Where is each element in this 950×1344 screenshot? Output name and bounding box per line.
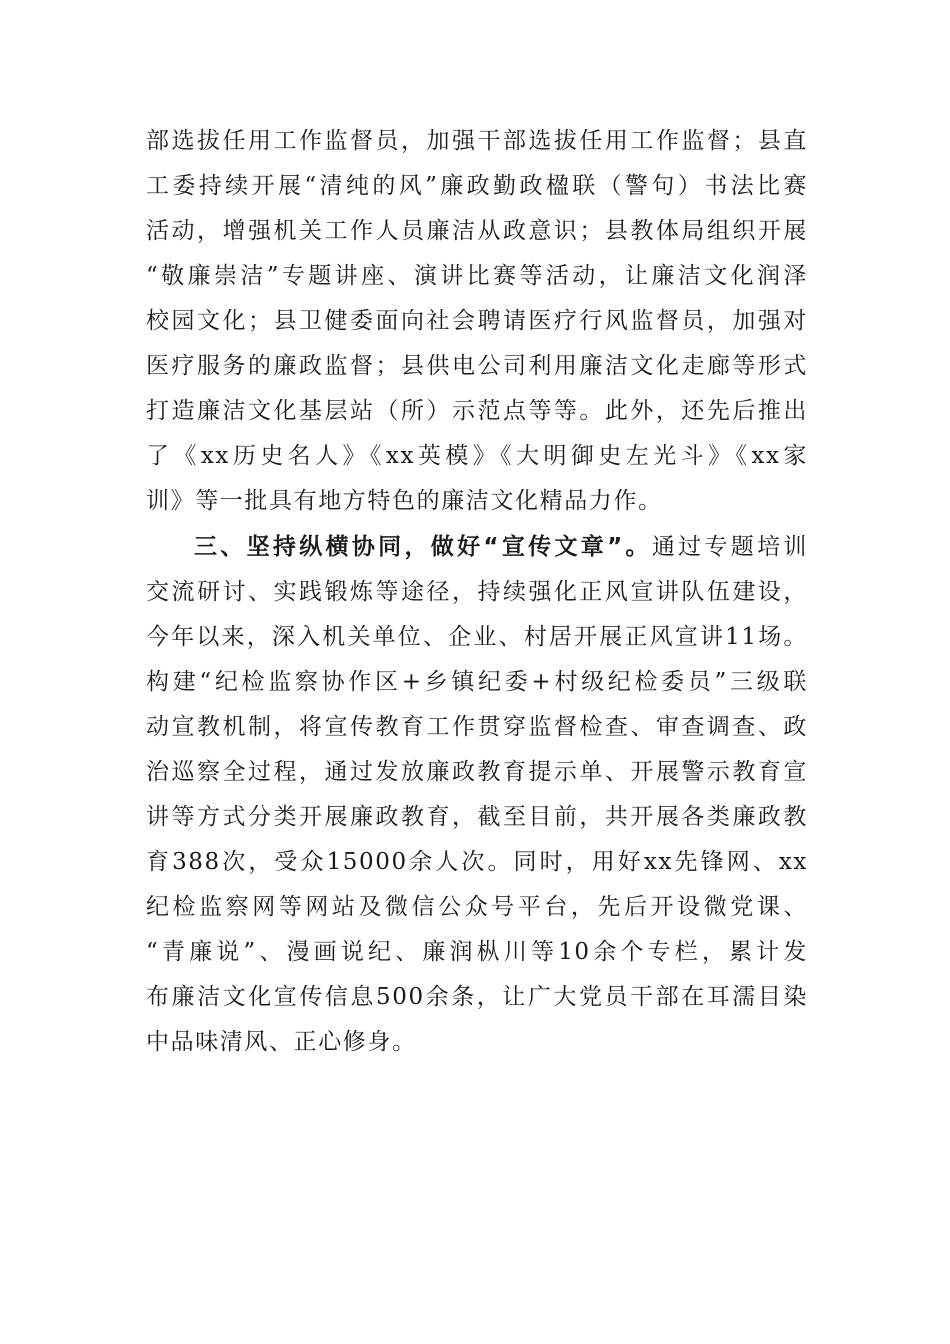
text-line: 动宣教机制，将宣传教育工作贯穿监督检查、审查调查、政 [146, 714, 808, 740]
text-line: 活动，增强机关工作人员廉洁从政意识；县教体局组织开展 [146, 218, 808, 244]
text-line: 了《xx历史名人》《xx英模》《大明御史左光斗》《xx家 [146, 443, 808, 469]
text-line: 讲等方式分类开展廉政教育，截至目前，共开展各类廉政教 [146, 804, 808, 830]
heading-continuation: 通过专题培训 [651, 534, 808, 560]
text-line: 布廉洁文化宣传信息500余条，让广大党员干部在耳濡目染 [146, 984, 808, 1010]
text-line: 打造廉洁文化基层站（所）示范点等等。此外，还先后推出 [146, 398, 808, 424]
text-line: 治巡察全过程，通过发放廉政教育提示单、开展警示教育宣 [146, 759, 808, 785]
text-line: “敬廉崇洁”专题讲座、演讲比赛等活动，让廉洁文化润泽 [146, 263, 808, 289]
text-line: 中品味清风、正心修身。 [146, 1029, 417, 1055]
text-line: 今年以来，深入机关单位、企业、村居开展正风宣讲11场。 [146, 624, 808, 650]
text-line: 部选拔任用工作监督员，加强干部选拔任用工作监督；县直 [146, 128, 808, 154]
text-line: 校园文化；县卫健委面向社会聘请医疗行风监督员，加强对 [146, 308, 808, 334]
text-line: 交流研讨、实践锻炼等途径，持续强化正风宣讲队伍建设， [146, 579, 808, 605]
text-line: 医疗服务的廉政监督；县供电公司利用廉洁文化走廊等形式 [146, 353, 808, 379]
text-line: 工委持续开展“清纯的风”廉政勤政楹联（警句）书法比赛 [146, 173, 808, 199]
section-heading: 三、坚持纵横协同，做好“宣传文章”。 [194, 534, 652, 560]
paragraph-first-line [146, 525, 808, 570]
text-line: 纪检监察网等网站及微信公众号平台，先后开设微党课、 [146, 894, 808, 920]
text-line: 育388次，受众15000余人次。同时，用好xx先锋网、xx [146, 849, 808, 875]
text-line: 构建“纪检监察协作区+乡镇纪委+村级纪检委员”三级联 [146, 669, 808, 695]
paragraph-1 [146, 119, 808, 524]
paragraph-2 [146, 525, 808, 1065]
text-line: “青廉说”、漫画说纪、廉润枞川等10余个专栏，累计发 [146, 939, 808, 965]
text-line: 训》等一批具有地方特色的廉洁文化精品力作。 [146, 488, 663, 514]
